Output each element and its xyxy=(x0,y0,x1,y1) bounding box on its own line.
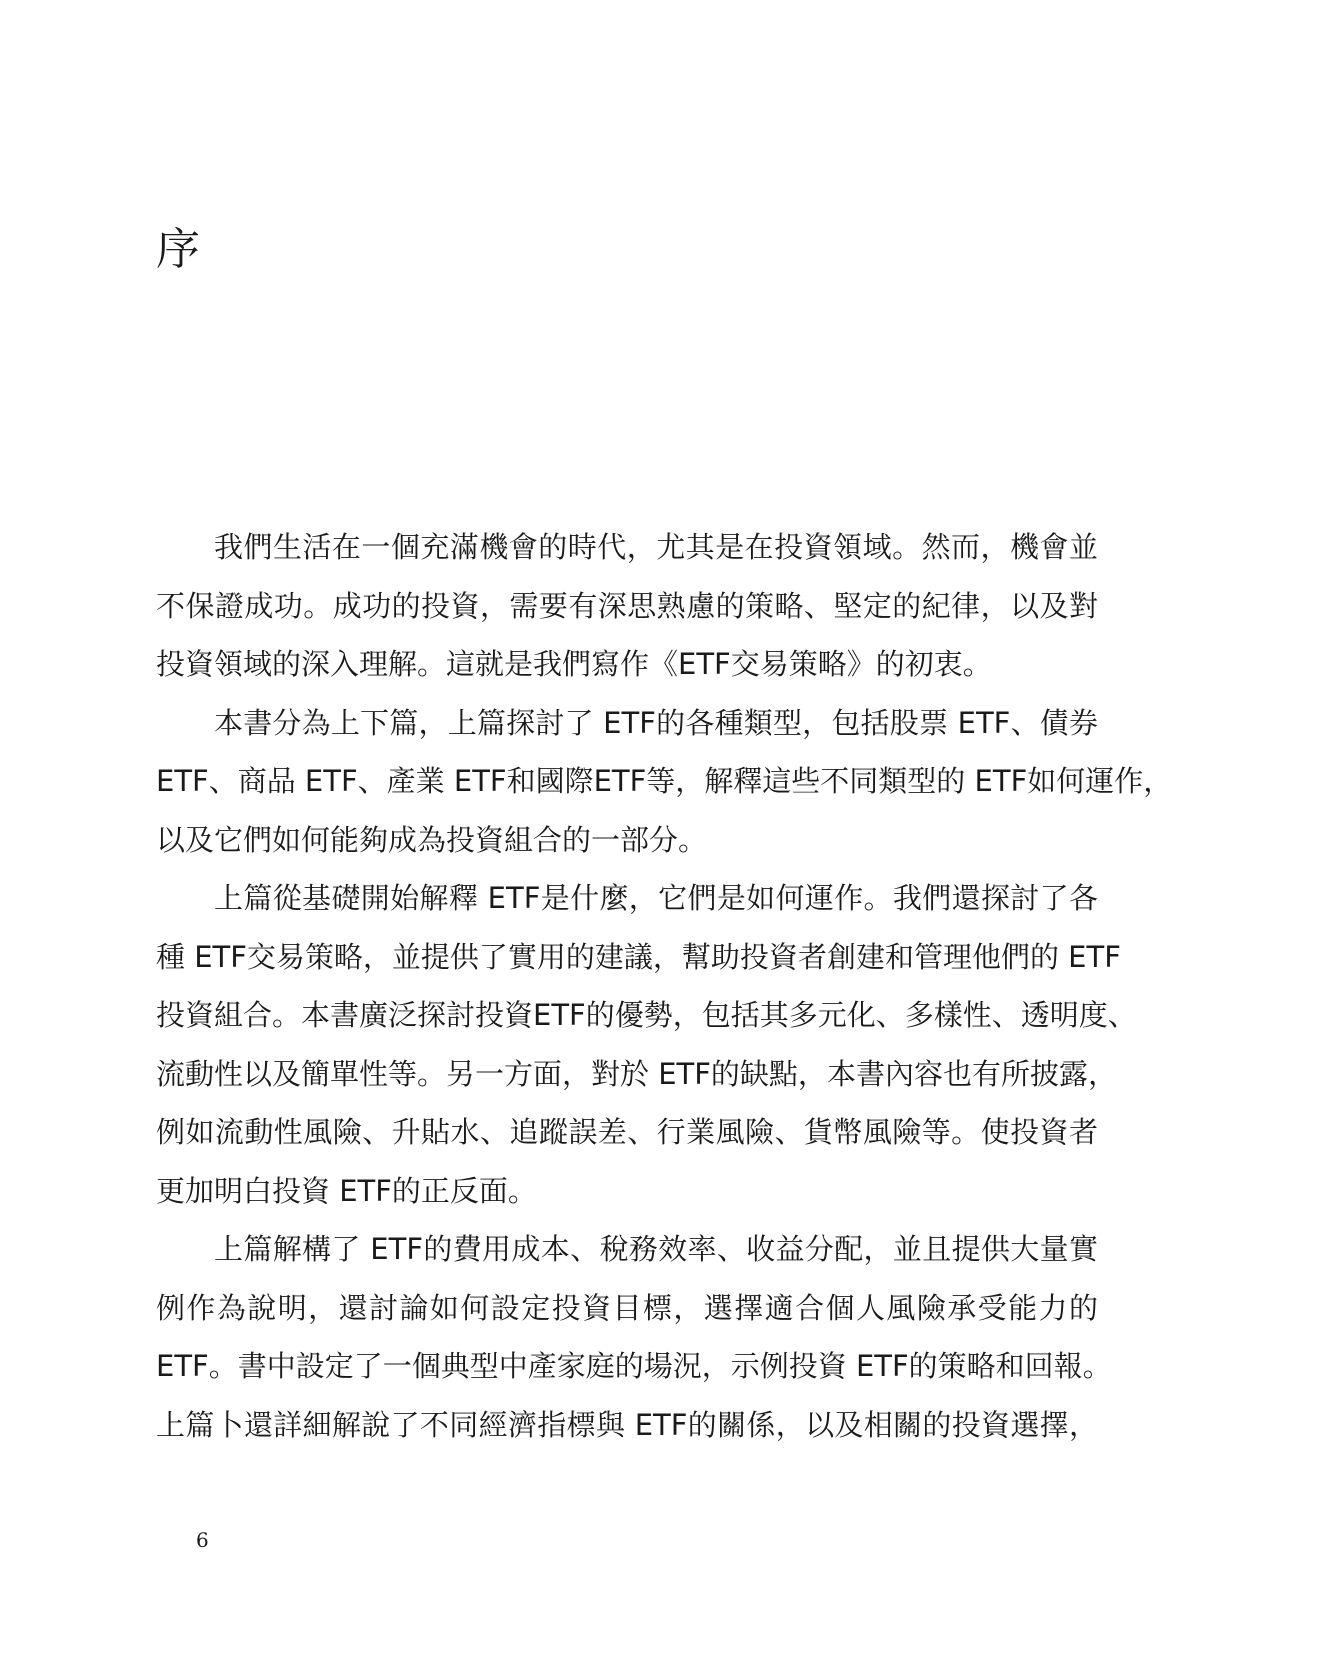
body-text xyxy=(156,518,1173,1454)
text-line: ETF。書中設定了一個典型中產家庭的場況，示例投資 ETF的策略和回報。 xyxy=(156,1349,1112,1383)
text-line: 投資領域的深入理解。這就是我們寫作《ETF交易策略》的初衷。 xyxy=(156,647,992,681)
text-line: 上篇卜還詳細解說了不同經濟指標與 ETF的關係，以及相關的投資選擇， xyxy=(156,1407,1098,1442)
text-line: ETF、商品 ETF、產業 ETF和國際ETF等，解釋這些不同類型的 ETF如何運作， xyxy=(156,764,1173,798)
page-number: 6 xyxy=(196,1528,209,1552)
text-line: 例如流動性風險、升貼水、追蹤誤差、行業風險、貨幣風險等。使投資者 xyxy=(156,1115,1098,1149)
text-line: 更加明白投資 ETF的正反面。 xyxy=(156,1173,537,1208)
text-line: 以及它們如何能夠成為投資組合的一部分。 xyxy=(156,822,708,857)
text-line: 上篇解構了 ETF的費用成本、稅務效率、收益分配，並且提供大量實 xyxy=(214,1232,1098,1266)
text-line: 本書分為上下篇，上篇探討了 ETF的各種類型，包括股票 ETF、債券 xyxy=(214,705,1098,740)
chapter-heading: 序 xyxy=(156,224,200,275)
text-line: 例作為說明，還討論如何設定投資目標，選擇適合個人風險承受能力的 xyxy=(156,1290,1098,1325)
text-line: 種 ETF交易策略，並提供了實用的建議，幫助投資者創建和管理他們的 ETF xyxy=(156,939,1121,974)
text-line: 流動性以及簡單性等。另一方面，對於 ETF的缺點，本書內容也有所披露， xyxy=(156,1056,1117,1091)
text-line: 上篇從基礎開始解釋 ETF是什麼，它們是如何運作。我們還探討了各 xyxy=(214,881,1098,915)
text-line: 我們生活在一個充滿機會的時代，尤其是在投資領域。然而，機會並 xyxy=(214,530,1098,564)
text-line: 投資組合。本書廣泛探討投資ETF的優勢，包括其多元化、多樣性、透明度、 xyxy=(156,998,1137,1032)
text-line: 不保證成功。成功的投資，需要有深思熟慮的策略、堅定的紀律，以及對 xyxy=(156,588,1098,623)
